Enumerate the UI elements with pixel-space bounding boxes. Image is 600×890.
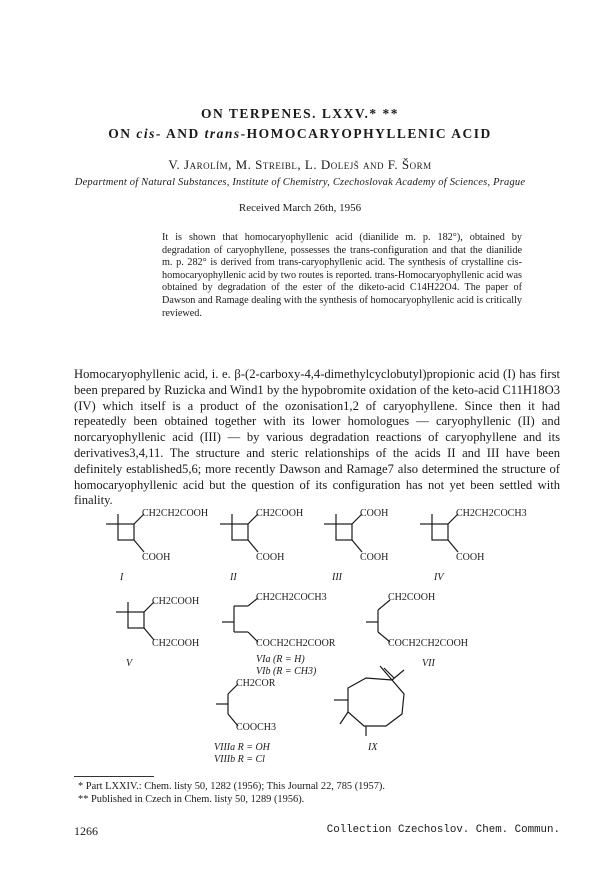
page-number: 1266 [74, 824, 98, 838]
structure-II-top: CH2COOH [256, 508, 304, 519]
footnote-rule [74, 776, 154, 777]
structure-V-bottom: CH2COOH [152, 638, 200, 649]
body-text: Homocaryophyllenic acid, i. e. β-(2-carboxy-4,4-dimethylcyclobutyl)propionic acid (I) has first been prepared by Ruzicka and Wind1 by the hypobromite oxidation of the keto-acid C11H18O3 (IV) which itself is a product of the ozonisation1,2 of caryophyllene. Since then it had repeatedly been obtained together with its lower homologues — caryophyllenic (II) and norcaryophyllenic acid (III) — by various degradation reactions of caryophyllene and its derivatives3,4,11. The structure and steric relationships of the acids II and III have been definitely established5,6; more recently Dawson and Ramage7 also determined the structure of homocaryophyllenic acid but the question of its configuration has not yet been settled with finality. [74, 367, 560, 508]
footnote-1: * Part LXXIV.: Chem. listy 50, 1282 (1956); This Journal 22, 785 (1957). [78, 781, 385, 792]
structure-VIII [216, 684, 238, 726]
structure-I-label: I [120, 572, 124, 583]
structure-I-bottom: COOH [142, 552, 171, 563]
received-date: Received March 26th, 1956 [238, 202, 362, 214]
structure-V-top: CH2COOH [152, 596, 200, 607]
structure-IV [420, 514, 458, 552]
affiliation: Department of Natural Substances, Institute of Chemistry, Czechoslovak Academy of Sciences, Prague [74, 177, 526, 188]
structure-VIIIb-label: VIIIb R = Cl [214, 754, 265, 765]
structure-I [106, 514, 144, 552]
body-paragraph [74, 367, 560, 509]
journal-name: Collection Czechoslov. Chem. Commun. [326, 824, 560, 836]
structure-V-label: V [126, 658, 133, 669]
structures-figure [0, 500, 600, 775]
structure-VIa-label: VIa (R = H) [256, 654, 305, 665]
structure-II [220, 514, 258, 552]
structure-VII-bottom: COCH2CH2COOH [388, 638, 469, 649]
structure-IX [334, 666, 404, 736]
title-prefix: ON [108, 126, 137, 141]
structure-IX-label: IX [368, 742, 378, 753]
footnote-2: ** Published in Czech in Chem. listy 50, 1289 (1956). [78, 794, 305, 805]
structure-III-bottom: COOH [360, 552, 389, 563]
structure-V [116, 602, 154, 640]
title-line-2 [0, 126, 600, 142]
structure-VI [222, 598, 258, 642]
structure-VII-label: VII [422, 658, 435, 669]
structure-VIb-label: VIb (R = CH3) [256, 666, 317, 677]
authors: V. Jarolím, M. Streibl, L. Dolejš and F. Šorm [168, 157, 432, 172]
structure-VIII-top: CH2COR [236, 678, 276, 689]
structure-III-top: COOH [360, 508, 389, 519]
title-and: - AND [155, 126, 205, 141]
structure-IV-bottom: COOH [456, 552, 485, 563]
title-trans: trans [204, 126, 241, 141]
structure-IV-label: IV [434, 572, 444, 583]
structure-II-label: II [230, 572, 237, 583]
structure-VIIIa-label: VIIIa R = OH [214, 742, 270, 753]
title-line-1: ON TERPENES. LXXV.* ** [201, 106, 399, 121]
structure-VI-top: CH2CH2COCH3 [256, 592, 327, 603]
structure-III-label: III [332, 572, 342, 583]
title-cis: cis [136, 126, 156, 141]
structure-VII [366, 600, 390, 642]
structure-III [324, 514, 362, 552]
structure-VII-top: CH2COOH [388, 592, 436, 603]
structure-VI-bottom: COCH2CH2COOR [256, 638, 336, 649]
footnotes [78, 780, 558, 806]
structure-I-top: CH2CH2COOH [142, 508, 209, 519]
abstract: It is shown that homocaryophyllenic acid (dianilide m. p. 182°), obtained by degradation of caryophyllene, possesses the trans-configuration and that the dianilide m. p. 282° is derived from trans-caryophyllenic acid. The synthesis of crystalline cis-homocaryophyllenic acid by two routes is reported. trans-Homocaryophyllenic acid was obtained by degradation of the ester of the diketo-acid C14H22O4. The paper of Dawson and Ramage dealing with the synthesis of homocaryophyllenic acid is critically reviewed. [162, 232, 522, 319]
structure-VIII-bottom: COOCH3 [236, 722, 277, 733]
structure-IV-top: CH2CH2COCH3 [456, 508, 527, 519]
structure-II-bottom: COOH [256, 552, 285, 563]
title-suffix: -HOMOCARYOPHYLLENIC ACID [240, 126, 492, 141]
